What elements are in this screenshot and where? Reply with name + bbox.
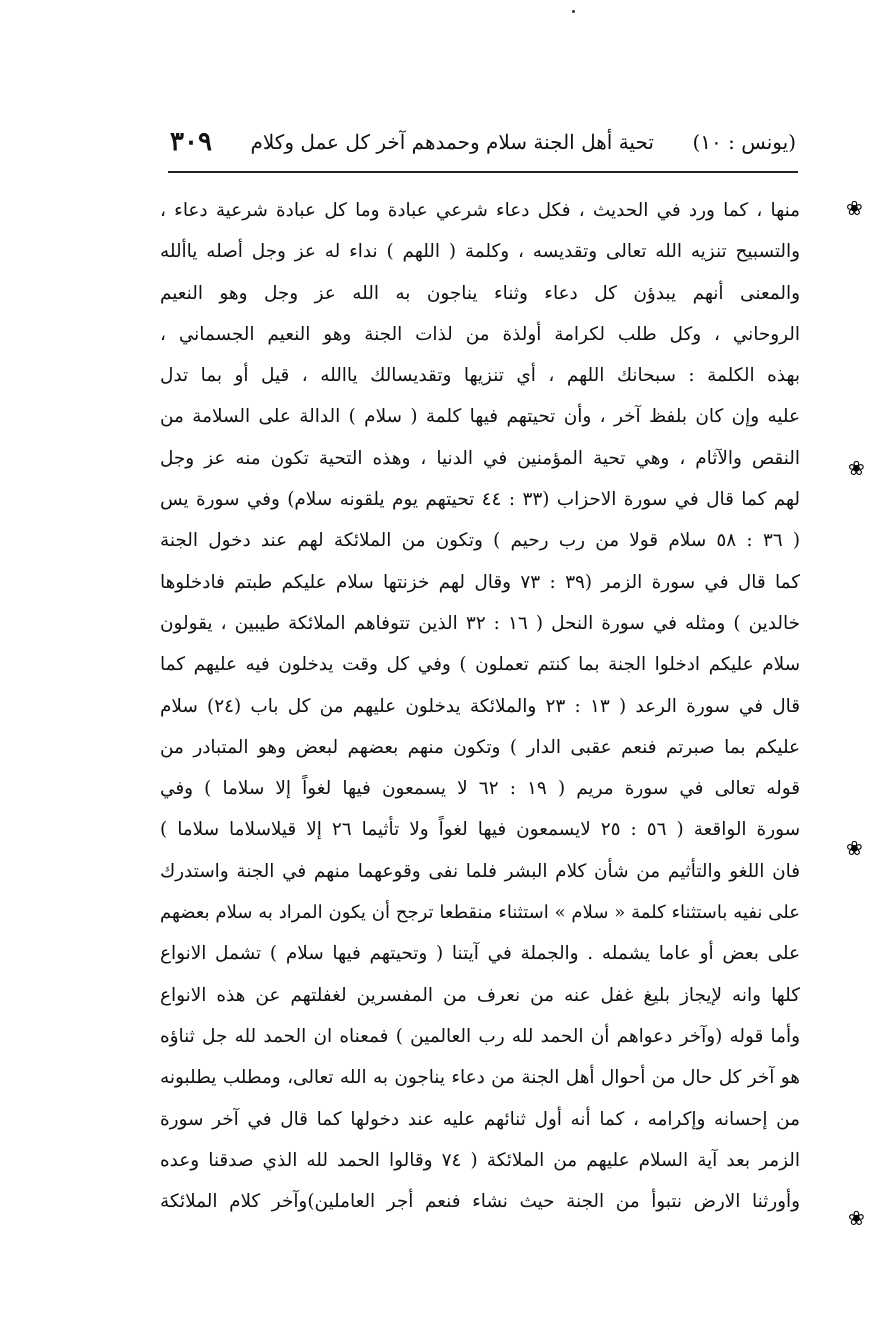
- margin-ornament-icon: ❀: [846, 836, 863, 860]
- text-line: لهم كما قال في سورة الاحزاب (٣٣ : ٤٤ تحيتهم يوم يلقونه سلام) وفي سورة يس: [160, 489, 800, 511]
- header-rule: [168, 171, 798, 173]
- text-line: على نفيه باستثناء كلمة « سلام » استثناء منقطعا ترجح أن يكون المراد به سلام بعضهم: [160, 902, 800, 924]
- text-line: والتسبيح تنزيه الله تعالى وتقديسه ، وكلمة ( اللهم ) نداء له عز وجل أصله ياألله: [160, 241, 800, 263]
- text-line: وأورثنا الارض نتبوأ من الجنة حيث نشاء فنعم أجر العاملين)وآخر كلام الملائكة: [160, 1191, 800, 1213]
- text-line: بهذه الكلمة : سبحانك اللهم ، أي تنزيها وتقديسالك ياالله ، قيل أو بما تدل: [160, 365, 800, 387]
- text-line: النقص والآثام ، وهي تحية المؤمنين في الدنيا ، وهذه التحية تكون منه عز وجل: [160, 447, 800, 469]
- text-line: خالدين ) ومثله في سورة النحل ( ١٦ : ٣٢ الذين تتوفاهم الملائكة طيبين ، يقولون: [160, 612, 800, 634]
- margin-ornament-icon: ❀: [848, 1206, 865, 1230]
- text-line: قال في سورة الرعد ( ١٣ : ٢٣ والملائكة يدخلون عليهم من كل باب (٢٤) سلام: [160, 695, 800, 717]
- text-line: من إحسانه وإكرامه ، كما أنه أول ثنائهم عليه عند دخولها كما قال في آخر سورة: [160, 1108, 800, 1130]
- text-line: عليه وإن كان بلفظ آخر ، وأن تحيتهم فيها كلمة ( سلام ) الدالة على السلامة من: [160, 406, 800, 428]
- speck: [572, 10, 575, 13]
- text-line: وأما قوله (وآخر دعواهم أن الحمد لله رب العالمين ) فمعناه ان الحمد لله جل ثناؤه: [160, 1025, 800, 1047]
- body-text: [160, 190, 800, 1222]
- text-line: الزمر بعد آية السلام عليهم من الملائكة ( ٧٤ وقالوا الحمد لله الذي صدقنا وعده: [160, 1149, 800, 1171]
- text-line: سلام عليكم ادخلوا الجنة بما كنتم تعملون ) وفي كل وقت يدخلون فيه عليهم كما: [160, 654, 800, 676]
- text-line: قوله تعالى في سورة مريم ( ١٩ : ٦٢ لا يسمعون فيها لغواً إلا سلاما ) وفي: [160, 778, 800, 800]
- header-title: تحية أهل الجنة سلام وحمدهم آخر كل عمل وكلام: [250, 130, 654, 154]
- text-line: ( ٣٦ : ٥٨ سلام قولا من رب رحيم ) وتكون من الملائكة لهم عند دخول الجنة: [160, 530, 800, 552]
- margin-ornament-icon: ❀: [846, 196, 863, 220]
- margin-ornament-icon: ❀: [848, 456, 865, 480]
- text-line: كلها وانه لإيجاز بليغ غفل عنه من نعرف من المفسرين لغفلتهم عن هذه الانواع: [160, 984, 800, 1006]
- text-line: عليكم بما صبرتم فنعم عقبى الدار ) وتكون منهم بعضهم لبعض وهو المتبادر من: [160, 736, 800, 758]
- running-header: [170, 120, 796, 164]
- text-line: فان اللغو والتأثيم من شأن كلام البشر فلما نفى وقوعهما منهم في الجنة واستدرك: [160, 860, 800, 882]
- text-line: على بعض أو عاما يشمله . والجملة في آيتنا ( وتحيتهم فيها سلام ) تشمل الانواع: [160, 943, 800, 965]
- header-surah-reference: (يونس : ١٠): [692, 130, 796, 154]
- text-line: كما قال في سورة الزمر (٣٩ : ٧٣ وقال لهم خزنتها سلام عليكم طبتم فادخلوها: [160, 571, 800, 593]
- text-line: سورة الواقعة ( ٥٦ : ٢٥ لايسمعون فيها لغواً ولا تأثيما ٢٦ إلا قيلاسلاما سلاما ): [160, 819, 800, 841]
- text-line: والمعنى أنهم يبدؤن كل دعاء وثناء يناجون به الله عز وجل وهو النعيم: [160, 282, 800, 304]
- text-line: الروحاني ، وكل طلب لكرامة أولذة من لذات الجنة وهو النعيم الجسماني ،: [160, 323, 800, 345]
- page-number: ٣٠٩: [170, 127, 212, 157]
- text-line: منها ، كما ورد في الحديث ، فكل دعاء شرعي عبادة وما كل عبادة شرعية دعاء ،: [160, 200, 800, 221]
- text-line: هو آخر كل حال من أحوال أهل الجنة من دعاء يناجون به الله تعالى، ومطلب يطلبونه: [160, 1067, 800, 1089]
